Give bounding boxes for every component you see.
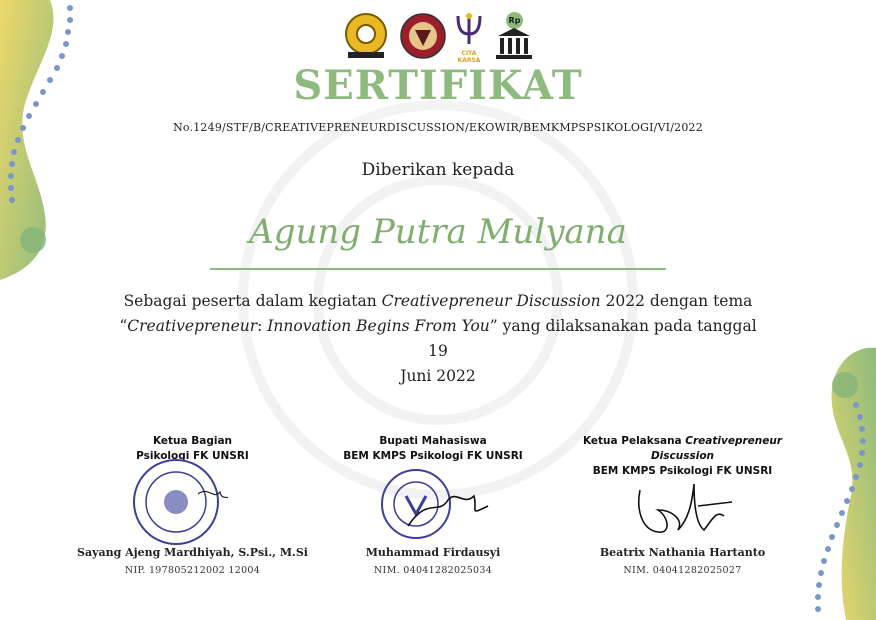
signatory-3 <box>560 434 805 479</box>
signatory-3-name: Beatrix Nathania Hartanto <box>599 546 766 559</box>
name-underline <box>210 268 666 270</box>
cita-karsa-logo <box>452 12 486 64</box>
theme-name: Innovation Begins From You <box>267 317 490 335</box>
signatory-1-name: Sayang Ajeng Mardhiyah, S.Psi., M.Si <box>77 546 308 559</box>
certificate-number: No.1249/STF/B/CREATIVEPRENEURDISCUSSION/EKOWIR/BEMKMPSPSIKOLOGI/VI/2022 <box>173 121 703 134</box>
psi-icon <box>452 12 486 46</box>
signatory-3-role: Ketua Pelaksana Creativepreneur Discussion BEM KMPS Psikologi FK UNSRI <box>582 435 783 477</box>
signatory-1-role: Ketua Bagian Psikologi FK UNSRI <box>136 435 249 462</box>
faculty-seal-icon <box>400 12 446 60</box>
signature-3-icon <box>628 480 738 542</box>
certificate-title: SERTIFIKAT <box>293 62 583 109</box>
signatory-2-nip: NIM. 04041282025034 <box>373 565 493 576</box>
recipient-name: Agung Putra Mulyana <box>249 212 627 252</box>
signatory-1-nip: NIP. 197805212002 12004 <box>124 565 261 576</box>
bank-building-icon <box>494 12 534 60</box>
signatory-2-role: Bupati Mahasiswa BEM KMPS Psikologi FK UNSRI <box>343 435 523 462</box>
signatory-3-nip: NIM. 04041282025027 <box>623 565 742 576</box>
given-to-label: Diberikan kepada <box>361 160 515 180</box>
bank-rp-logo <box>494 12 534 60</box>
signatory-2 <box>318 434 548 464</box>
certificate-description: Sebagai peserta dalam kegiatan Creativepreneur Discussion 2022 dengan tema “Creativepreneur: Innovation Begins From You” yang dilaksanakan pada tanggal 19 Juni 2022 <box>119 292 757 385</box>
bem-stamp-icon <box>378 466 498 542</box>
cita-karsa-text: CITA KARSA <box>457 50 481 64</box>
university-stamp-icon <box>128 456 228 548</box>
university-seal-icon <box>340 12 392 60</box>
rp-badge: Rp <box>506 12 523 29</box>
signatory-2-name: Muhammad Firdausyi <box>365 546 501 559</box>
event-name: Creativepreneur Discussion <box>381 292 601 310</box>
